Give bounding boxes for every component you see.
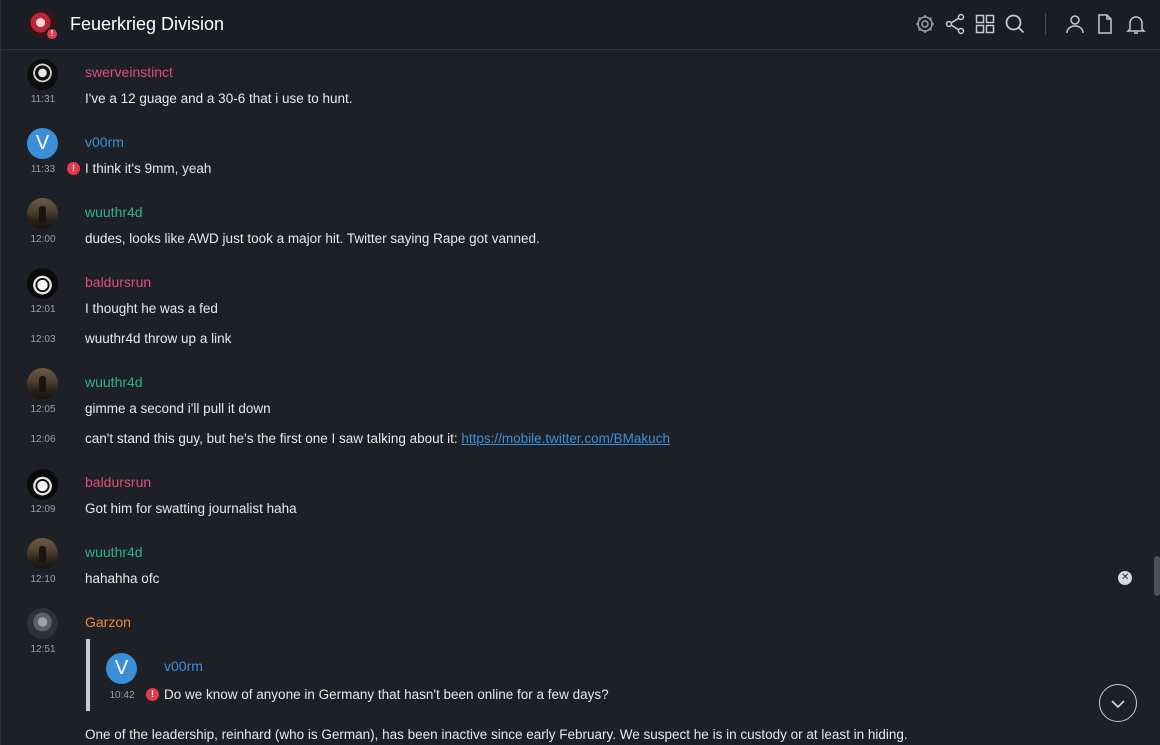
author-name[interactable]: wuuthr4d [85,374,143,390]
quote-bar [86,639,90,711]
message-time: 12:01 [30,304,56,315]
avatar[interactable] [27,368,58,399]
message-text: hahahha ofc [85,571,160,586]
author-name[interactable]: wuuthr4d [85,544,143,560]
message-text: dudes, looks like AWD just took a major hit. Twitter saying Rape got vanned. [85,231,540,246]
quoted-avatar[interactable]: V [106,653,137,684]
gear-icon[interactable] [913,12,937,36]
message-text-body: can't stand this guy, but he's the first one I saw talking about it: [85,431,462,446]
message-time: 12:06 [30,434,56,445]
author-name[interactable]: Garzon [85,614,131,630]
file-icon[interactable] [1093,12,1117,36]
message-text: I thought he was a fed [85,301,218,316]
avatar[interactable]: V [27,128,58,159]
share-icon[interactable] [943,12,967,36]
bell-icon[interactable] [1124,12,1148,36]
reaction-icon[interactable] [1118,571,1132,585]
grid-icon[interactable] [973,12,997,36]
author-name[interactable]: swerveinstinct [85,64,173,80]
message-time: 11:33 [30,164,56,175]
quoted-author-name[interactable]: v00rm [164,658,203,674]
message-time: 12:10 [30,574,56,585]
message-time: 11:31 [30,94,56,105]
author-name[interactable]: baldursrun [85,474,152,490]
message-text [85,430,670,448]
server-alert-badge: ! [45,27,59,41]
message-time: 12:51 [30,644,56,655]
message-text: I think it's 9mm, yeah [85,161,212,176]
author-name[interactable]: baldursrun [85,274,152,290]
search-icon[interactable] [1003,12,1027,36]
user-icon[interactable] [1063,12,1087,36]
message-time: 12:05 [30,404,56,415]
message-text: Got him for swatting journalist haha [85,501,297,516]
scrollbar[interactable] [1154,556,1160,596]
avatar[interactable] [27,469,58,500]
channel-title: Feuerkrieg Division [70,14,225,34]
message-text: One of the leadership, reinhard (who is German), has been inactive since early February. We suspect he is in custody or at least in hiding. [85,727,908,742]
chevron-down-icon [1109,695,1127,713]
avatar[interactable] [27,268,58,299]
alert-icon: ! [146,688,159,701]
quoted-message-time: 10:42 [109,690,135,701]
header-divider [1045,13,1046,35]
message-text: wuuthr4d throw up a link [85,331,232,346]
message-link[interactable]: https://mobile.twitter.com/BMakuch [461,431,670,446]
avatar[interactable] [27,538,58,569]
avatar[interactable] [27,198,58,229]
author-name[interactable]: wuuthr4d [85,204,143,220]
message-feed [1,51,1153,745]
author-name[interactable]: v00rm [85,134,124,150]
alert-icon: ! [67,162,80,175]
avatar[interactable] [27,608,58,639]
message-text: I've a 12 guage and a 30-6 that i use to hunt. [85,91,353,106]
scroll-to-bottom-button[interactable] [1099,684,1137,722]
header-bar [1,0,1160,50]
avatar[interactable] [27,59,58,90]
message-time: 12:00 [30,234,56,245]
server-avatar[interactable] [28,10,56,38]
message-text: gimme a second i'll pull it down [85,401,271,416]
message-time: 12:09 [30,504,56,515]
quoted-message-text: Do we know of anyone in Germany that hasn't been online for a few days? [164,687,609,702]
message-time: 12:03 [30,334,56,345]
